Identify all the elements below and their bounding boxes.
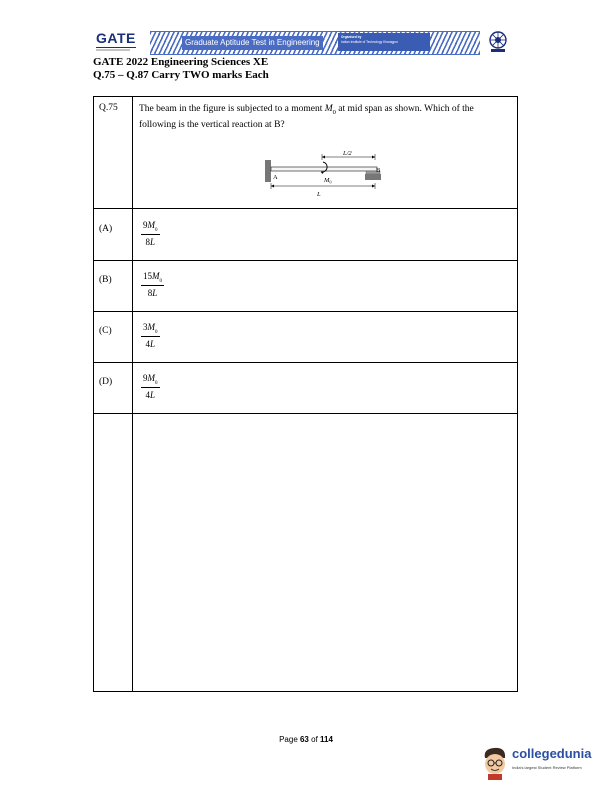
option-b-value: $\frac{15M_0}{8L}$ bbox=[143, 271, 162, 298]
table-row-divider bbox=[93, 362, 518, 363]
collegedunia-mascot-icon bbox=[480, 746, 510, 780]
page-total: 114 bbox=[320, 735, 333, 744]
gate-logo-text: GATE bbox=[96, 30, 136, 46]
roller-support-base bbox=[365, 174, 381, 180]
page-footer bbox=[0, 735, 612, 744]
label-a: A bbox=[273, 174, 278, 181]
question-text-moment: M bbox=[324, 104, 333, 114]
banner-title: Graduate Aptitude Test in Engineering bbox=[182, 36, 323, 50]
iit-emblem-icon bbox=[487, 30, 509, 54]
gate-logo-subtext bbox=[96, 46, 144, 53]
collegedunia-brand: collegedunia bbox=[512, 746, 592, 761]
table-column-divider bbox=[132, 96, 133, 692]
organiser-name: Indian Institute of Technology Kharagpur bbox=[341, 40, 398, 44]
beam bbox=[271, 167, 377, 171]
option-c-label: (C) bbox=[99, 326, 112, 336]
label-moment: M bbox=[324, 177, 330, 184]
label-half-span: L/2 bbox=[343, 150, 352, 157]
question-text-part2: at mid span as shown. Which of the following is the vertical reaction at B? bbox=[139, 104, 474, 130]
gate-logo-underline bbox=[96, 46, 140, 52]
beam-figure bbox=[262, 148, 392, 202]
page-current: 63 bbox=[299, 735, 309, 744]
gate-logo bbox=[96, 30, 144, 54]
page-mid: of bbox=[308, 735, 321, 744]
table-row-divider bbox=[93, 260, 518, 261]
question-text-moment-sub: 0 bbox=[332, 108, 336, 116]
fixed-support-wall bbox=[265, 160, 271, 182]
option-b-label: (B) bbox=[99, 275, 112, 285]
document-title-line1: GATE 2022 Engineering Sciences XE bbox=[93, 56, 269, 68]
table-row-divider bbox=[93, 413, 518, 414]
organised-by-label: Organised by bbox=[341, 35, 362, 39]
question-number: Q.75 bbox=[99, 103, 118, 113]
collegedunia-tagline: India's largest Student Review Platform bbox=[512, 765, 582, 770]
option-a-value: $\frac{9M_0}{8L}$ bbox=[143, 220, 158, 247]
question-text-part1: The beam in the figure is subjected to a moment bbox=[139, 104, 325, 114]
option-d-value: $\frac{9M_0}{4L}$ bbox=[143, 373, 158, 400]
label-span: L bbox=[317, 191, 321, 198]
document-title bbox=[93, 56, 269, 82]
question-text bbox=[139, 103, 511, 131]
option-c-value: $\frac{3M_0}{4L}$ bbox=[143, 322, 158, 349]
label-b: B bbox=[376, 167, 381, 174]
page-prefix: Page bbox=[279, 735, 300, 744]
label-moment-sub: 0 bbox=[329, 179, 332, 185]
table-row-divider bbox=[93, 311, 518, 312]
document-title-line2: Q.75 – Q.87 Carry TWO marks Each bbox=[93, 69, 269, 81]
banner-organiser bbox=[338, 33, 430, 51]
table-row-divider bbox=[93, 208, 518, 209]
option-d-label: (D) bbox=[99, 377, 113, 387]
option-a-label: (A) bbox=[99, 224, 113, 234]
